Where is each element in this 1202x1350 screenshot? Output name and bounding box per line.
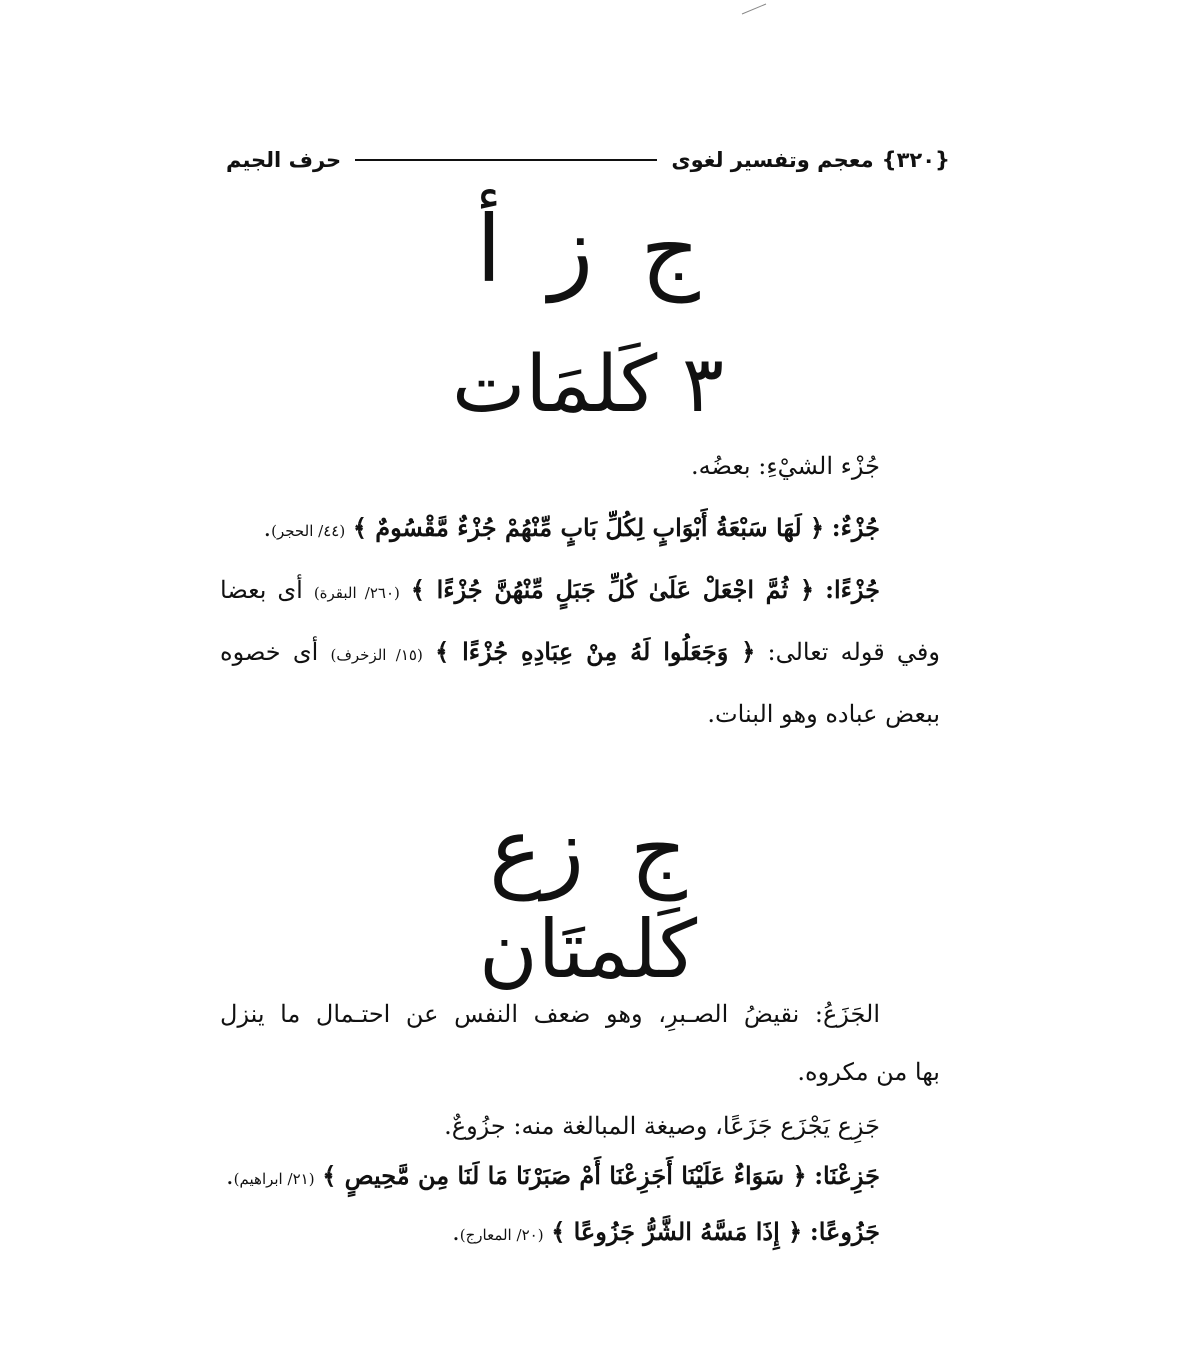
line-tail: أى خصوه xyxy=(220,638,319,666)
verse-reference: (٢٦٠/ البقرة) xyxy=(313,584,400,602)
quran-quote: ﴿ لَهَا سَبْعَةُ أَبْوَابٍ لِكُلِّ بَابٍ مِّنْهُمْ جُزْءٌ مَّقْسُومٌ ﴾ xyxy=(352,513,825,542)
line-tail: . xyxy=(452,1218,460,1246)
definition-line: جَزِع يَجْزَع جَزَعًا، وصيغة المبالغة منه: جزُوعٌ. xyxy=(444,1112,880,1140)
line-tail: أى بعضا xyxy=(220,576,303,604)
line-tail: . xyxy=(263,514,272,542)
quran-quote: ﴿ ثُمَّ اجْعَلْ عَلَىٰ كُلِّ جَبَلٍ مِّنْهُنَّ جُزْءًا ﴾ xyxy=(410,575,815,604)
verse-reference: (٢٠/ المعارج) xyxy=(459,1226,544,1244)
head-word: جُزْءٌ: xyxy=(831,513,880,542)
definition-line: الجَزَعُ: نقيضُ الصـبرِ، وهو ضعف النفس عن احتـمال ما ينزل xyxy=(220,1000,880,1028)
entry-line-zukhruf xyxy=(220,638,940,667)
definition-line: جُزْء الشيْءِ: بعضُه. xyxy=(691,452,880,480)
header-rule xyxy=(355,159,657,161)
verse-reference: (٤٤/ الحجر) xyxy=(271,522,346,540)
quran-quote: ﴿ إِذَا مَسَّهُ الشَّرُّ جَزُوعًا ﴾ xyxy=(551,1217,803,1246)
book-title: معجم وتفسير لغوى xyxy=(671,148,874,172)
running-header xyxy=(226,140,950,180)
entry-line-juzan xyxy=(220,576,940,605)
entry-line-jazuan xyxy=(220,1218,940,1247)
word-count-heading: ٣ كَلمَات xyxy=(452,340,724,430)
root-heading-jz-ayn: ج زع xyxy=(489,798,687,901)
verse-reference: (٢١/ ابراهيم) xyxy=(233,1170,315,1188)
entry-line-jazi-na xyxy=(220,1162,940,1191)
root-heading-jz-alif: ج ز أ xyxy=(476,196,700,303)
continuation-line: ببعض عباده وهو البنات. xyxy=(707,700,940,728)
head-word: جُزْءًا: xyxy=(825,575,880,604)
quran-quote: ﴿ سَوَاءٌ عَلَيْنَا أَجَزِعْنَا أَمْ صَبَرْنَا مَا لَنَا مِن مَّحِيصٍ ﴾ xyxy=(322,1161,807,1190)
verse-reference: (١٥/ الزخرف) xyxy=(330,646,423,664)
continuation-line: بها من مكروه. xyxy=(797,1058,940,1086)
line-tail: . xyxy=(226,1162,234,1190)
chapter-title: حرف الجيم xyxy=(226,148,342,172)
head-word: جَزُوعًا: xyxy=(809,1217,880,1246)
word-count-heading: كَلمتَان xyxy=(478,903,698,996)
stray-pen-mark xyxy=(740,0,780,20)
quran-quote: ﴿ وَجَعَلُوا لَهُ مِنْ عِبَادِهِ جُزْءًا ﴾ xyxy=(435,637,756,666)
page-number: {٣٢٠} xyxy=(881,148,950,172)
line-lead: وفي قوله تعالى: xyxy=(767,638,940,666)
head-word: جَزِعْنَا: xyxy=(814,1161,880,1190)
entry-line-juz xyxy=(220,514,940,543)
